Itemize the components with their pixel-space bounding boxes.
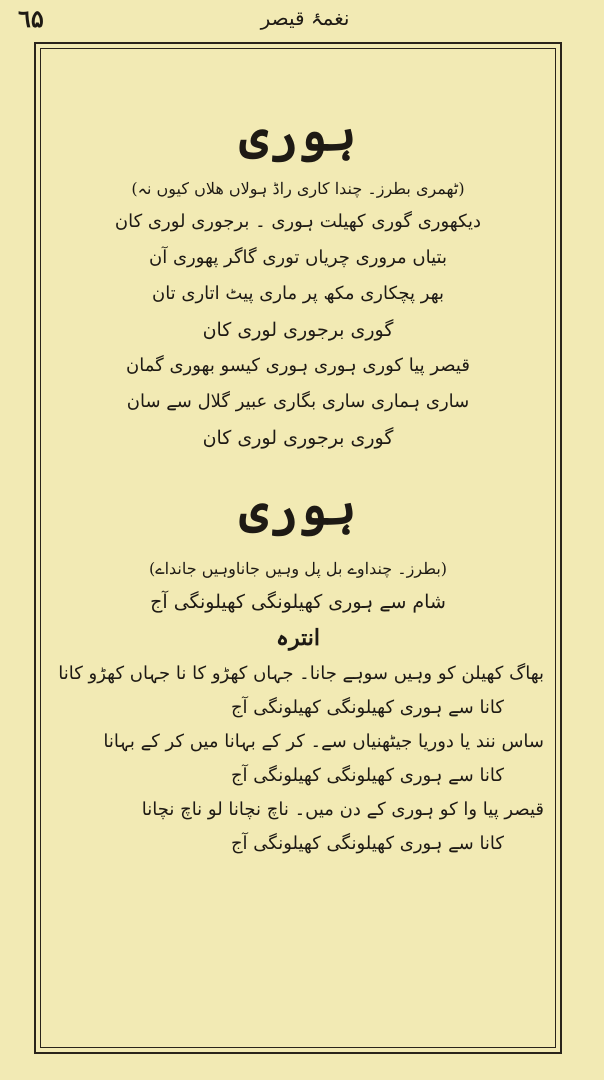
- poem2-tune-note: (بطرز۔ چنداوے بل پل وہیں جاناوہیں جانداے): [148, 559, 448, 578]
- poem2-opening: شام سے ہوری کھیلونگی کھیلونگی آج: [150, 591, 446, 613]
- poem1-line: بھر پچکاری مکھ پر ماری پیٹ اتاری تان: [151, 283, 445, 304]
- poem2-title: ہوری: [239, 477, 357, 536]
- stanza-refrain: کانا سے ہوری کھیلونگی کھیلونگی آج: [230, 697, 504, 718]
- page-header: [0, 0, 604, 38]
- book-title: نغمۂ قیصر: [260, 6, 350, 30]
- poem1-line: قیصر پیا کوری ہوری ہوری کیسو بھوری گمان: [126, 355, 470, 376]
- poem1-tune-note: (ٹھمری بطرز۔ چندا کاری راڈ ہولاں ھلاں کیوں نہ): [131, 179, 465, 198]
- antara-label: انترہ: [276, 625, 320, 651]
- poem1-line: گوری برجوری لوری کان: [202, 319, 394, 341]
- poem1-line: بتیاں مروری چریاں توری گاگر پھوری آن: [149, 247, 447, 268]
- stanza-line: ساس نند یا دوریا جیٹھنیاں سے۔ کر کے بہانا میں کر کے بہانا: [103, 731, 544, 752]
- poem1-line: ساری ہماری ساری بگاری عبیر گلال سے سان: [126, 391, 470, 412]
- poem1-title: ہوری: [239, 103, 357, 162]
- stanza-line: بھاگ کھیلن کو وہیں سوہے جانا۔ جہاں کھڑو کا نا جہاں کھڑو کانا: [58, 663, 544, 684]
- poem1-line: گوری برجوری لوری کان: [202, 427, 394, 449]
- stanza-refrain: کانا سے ہوری کھیلونگی کھیلونگی آج: [230, 765, 504, 786]
- stanza-line: قیصر پیا وا کو ہوری کے دن میں۔ ناچ نچانا لو ناچ نچانا: [141, 799, 544, 820]
- poem-content: [52, 60, 544, 1040]
- poem1-line: دیکھوری گوری کھیلت ہوری ۔ برجوری لوری کان: [114, 211, 482, 232]
- stanza-refrain: کانا سے ہوری کھیلونگی کھیلونگی آج: [230, 833, 504, 854]
- page-number: ٦۵: [18, 4, 44, 33]
